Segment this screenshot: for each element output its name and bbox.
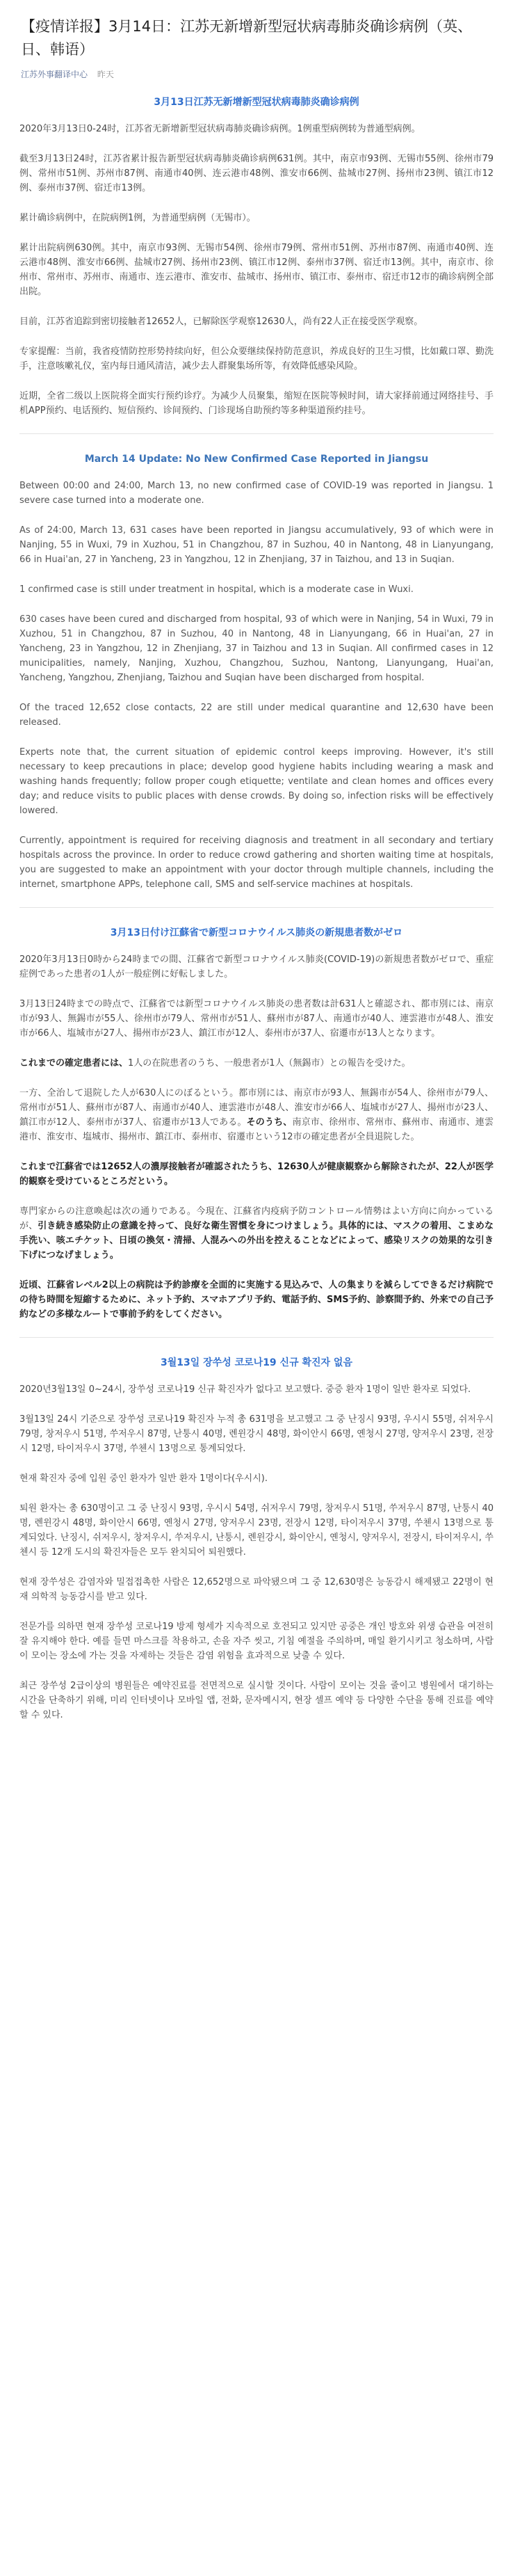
paragraph: 현재 장쑤성은 감염자와 밀접접촉한 사람은 12,652명으로 파악됐으며 그 중 12,630명은 능동감시 해제됐고 22명이 현재 의학적 능동감시를 받고 있다.: [19, 1577, 494, 1602]
section-heading-english: March 14 Update: No New Confirmed Case Reported in Jiangsu: [84, 454, 429, 465]
emphasis-text: そのうち、: [246, 1117, 293, 1128]
article-title: 【疫情详报】3月14日：江苏无新增新型冠状病毒肺炎确诊病例（英、日、韩语）: [21, 18, 473, 58]
section-chinese: [19, 95, 494, 418]
paragraph-text: 1人の在院患者のうち、一般患者が1人（無錫市）: [128, 1058, 329, 1069]
divider: [19, 1337, 494, 1338]
paragraph: 3월13일 24시 기준으로 장쑤성 코로나19 확진자 누적 총 631명을 보고했고 그 중 난징시 93명, 우시시 55명, 쉬저우시 79명, 창저우시 51명, 쑤저우시 87명, 난퉁시 40명, 롄윈강시 48명, 화이안시 66명, 옌청시 27명, 양저우시 23명, 전장시 12명, 타이저우시 37명, 쑤첸시 13명으로 통계되었다.: [19, 1414, 494, 1454]
paragraph-text: 南京市、徐州市、常州市、蘇州市、南通市、連雲港市、淮安市、塩城市、揚州市、鎮江市、泰州市、宿遷市という12市の確定患者が全員退院した。: [19, 1117, 494, 1142]
paragraph: Currently, appointment is required for receiving diagnosis and treatment in all secondary and tertiary hospitals across the province. In order to reduce crowd gathering and shorten waiting time at hospitals, you are suggested to make an appointment with your doctor through multiple channels, including the internet, smartphone APPs, telephone call, SMS and self-service machines at hospitals.: [19, 835, 494, 890]
section-english: [19, 452, 494, 892]
paragraph-text: との報告を受けた。: [329, 1058, 411, 1069]
paragraph: 최근 장쑤성 2급이상의 병원들은 예약진료를 전면적으로 실시할 것이다. 사람이 모이는 것을 줄이고 병원에서 대기하는 시간을 단축하기 위해, 미리 인터넷이나 모바일 앱, 전화, 문자메시지, 현장 셀프 예약 등 다양한 수단을 통해 진료를 예약할 수 있다.: [19, 1681, 494, 1720]
paragraph: 专家提醒：当前，我省疫情防控形势持续向好，但公众要继续保持防范意识，养成良好的卫生习惯，比如戴口罩、勤洗手，注意咳嗽礼仪，室内每日通风清洁，减少去人群聚集场所等，有效降低感染风险。: [19, 346, 494, 371]
account-name-link[interactable]: 江苏外事翻译中心: [21, 70, 88, 79]
paragraph: [19, 1160, 494, 1189]
paragraph: Between 00:00 and 24:00, March 13, no new confirmed case of COVID-19 was reported in Jiangsu. 1 severe case turned into a moderate one.: [19, 481, 494, 506]
section-japanese: [19, 926, 494, 1322]
paragraph: 近期，全省二级以上医院将全面实行预约诊疗。为减少人员聚集，缩短在医院等候时间，请大家择前通过网络挂号、手机APP预约、电话预约、短信预约、诊间预约、门诊现场自助预约等多种渠道预约挂号。: [19, 391, 494, 416]
divider: [19, 907, 494, 908]
emphasis-text: 近頃、江蘇省レベル2以上の病院は予約診療を全面的に実施する見込みで、人の集まりを減らしてできるだけ病院での待ち時間を短縮するために、ネット予約、スマホアプリ予約、電話予約、SMS予約、診察間予約、外来での自己予約などの多様なルートで事前予約をしてください。: [19, 1280, 494, 1320]
paragraph-text: 一方、全治して退院した人が630人にのぼるという。都市別には、南京市が93人、無錫市が54人、徐州市が79人、常州市が51人、蘇州市が87人、南通市が40人、連雲港市が48人、淮安市が66人、塩城市が27人、揚州市が23人、鎮江市が12人、泰州市が37人、宿遷市が13人である。: [19, 1088, 494, 1128]
paragraph: 截至3月13日24时，江苏省累计报告新型冠状病毒肺炎确诊病例631例。其中，南京市93例、无锡市55例、徐州市79例、常州市51例、苏州市87例、南通市40例、连云港市48例、淮安市66例、盐城市27例、扬州市23例、镇江市12例、泰州市37例、宿迁市13例。: [19, 154, 494, 193]
paragraph: 累计确诊病例中，在院病例1例，为普通型病例（无锡市）。: [19, 213, 256, 223]
paragraph: [19, 1056, 494, 1071]
paragraph: [19, 1204, 494, 1263]
paragraph: 2020年3月13日0-24时，江苏省无新增新型冠状病毒肺炎确诊病例。1例重型病例转为普通型病例。: [19, 124, 421, 134]
emphasis-text: 引き続き感染防止の意識を持って、良好な衛生習慣を身につけましょう。具体的には、マスクの着用、こまめな手洗い、咳エチケット、日頃の換気・清掃、人混みへの外出を控えることなどによって、感染リスクの効果的な引き下げにつなげましょう。: [19, 1221, 494, 1261]
paragraph: [19, 1278, 494, 1322]
section-heading-korean: 3월13일 장쑤성 코로나19 신규 확진자 없음: [161, 1357, 352, 1368]
paragraph: Of the traced 12,652 close contacts, 22 are still under medical quarantine and 12,630 have been released.: [19, 703, 494, 728]
section-korean: [19, 1356, 494, 1722]
paragraph: 630 cases have been cured and discharged from hospital, 93 of which were in Nanjing, 54 in Wuxi, 79 in Xuzhou, 51 in Changzhou, 87 in Suzhou, 40 in Nantong, 48 in Lianyungang, 66 in Huai'an, 27 in Yancheng, 23 in Yangzhou, 12 in Zhenjiang, 37 in Taizhou and 13 in Suqian. All confirmed cases in 12 municipalities, namely, Nanjing, Xuzhou, Changzhou, Suzhou, Nantong, Lianyungang, Huai'an, Yancheng, Yangzhou, Zhenjiang, Taizhou and Suqian have been discharged from hospital.: [19, 614, 494, 683]
section-heading-japanese: 3月13日付け江蘇省で新型コロナウイルス肺炎の新規患者数がゼロ: [110, 927, 403, 938]
paragraph: 전문가를 의하면 현재 장쑤성 코로나19 방제 형세가 지속적으로 호전되고 있지만 공중은 개인 방호와 위생 습관을 여전히 잘 유지해야 한다. 예를 들면 마스크를 착용하고, 손을 자주 씻고, 기침 예절을 주의하며, 매일 환기시키고 청소하며, 사람이 모이는 장소에 가는 것을 자제하는 것들은 감염 위험을 효과적으로 낮출 수 있다.: [19, 1622, 494, 1661]
paragraph: Experts note that, the current situation of epidemic control keeps improving. However, it's still necessary to keep precautions in place; develop good hygiene habits including wearing a mask and washing hands frequently; follow proper cough etiquette; ventilate and clean homes and offices every day; and reduce visits to public places with dense crowds. By doing so, infection risks will be effectively lowered.: [19, 747, 494, 816]
emphasis-text: これまでの確定患者には、: [19, 1058, 129, 1069]
publish-time: 昨天: [97, 70, 114, 79]
section-heading-chinese: 3月13日江苏无新增新型冠状病毒肺炎确诊病例: [154, 97, 359, 108]
paragraph: 2020年3月13日0時から24時までの間、江蘇省で新型コロナウイルス肺炎(COVID-19)の新規患者数がゼロで、重症症例であった患者の1人が一般症例に好転しました。: [19, 954, 494, 979]
paragraph: 2020년3월13일 0~24시, 장쑤성 코로나19 신규 확진자가 없다고 보고했다. 중증 환자 1명이 일반 환자로 되었다.: [19, 1384, 471, 1395]
paragraph: 퇴원 환자는 총 630명이고 그 중 난징시 93명, 우시시 54명, 쉬저우시 79명, 창저우시 51명, 쑤저우시 87명, 난퉁시 40명, 롄윈강시 48명, 화이안시 66명, 옌청시 27명, 양저우시 23명, 전장시 12명, 타이저우시 37명, 쑤첸시 13명으로 통계되었다. 난징시, 쉬저우시, 창저우시, 쑤저우시, 난퉁시, 롄윈강시, 화이안시, 옌청시, 양저우시, 전장시, 타이저우시, 쑤첸시 등 12개 도시의 확진자들은 모두 완치되어 퇴원했다.: [19, 1503, 494, 1558]
divider: [19, 433, 494, 434]
paragraph: 1 confirmed case is still under treatment in hospital, which is a moderate case in Wuxi.: [19, 584, 414, 595]
paragraph: 目前，江苏省追踪到密切接触者12652人，已解除医学观察12630人，尚有22人正在接受医学观察。: [19, 317, 423, 327]
paragraph: 累计出院病例630例。其中，南京市93例、无锡市54例、徐州市79例、常州市51例、苏州市87例、南通市40例、连云港市48例、淮安市66例、盐城市27例、扬州市23例、镇江市12例、泰州市37例、宿迁市13例。其中，南京市、徐州市、常州市、苏州市、南通市、连云港市、淮安市、盐城市、扬州市、镇江市、泰州市、宿迁市12市的确诊病例全部出院。: [19, 243, 494, 297]
paragraph: 현재 확진자 중에 입원 중인 환자가 일반 환자 1명이다(우시시).: [19, 1473, 268, 1484]
emphasis-text: これまで江蘇省では12652人の濃厚接触者が確認されたうち、12630人が健康観察から解除されたが、22人が医学的観察を受けているところだという。: [19, 1162, 494, 1187]
paragraph: 3月13日24時までの時点で、江蘇省では新型コロナウイルス肺炎の患者数は計631人と確認され、都市別には、南京市が93人、無錫市が55人、徐州市が79人、常州市が51人、蘇州市が87人、南通市が40人、連雲港市が48人、淮安市が66人、塩城市が27人、揚州市が23人、鎮江市が12人、泰州市が37人、宿遷市が13人となります。: [19, 999, 494, 1039]
paragraph: As of 24:00, March 13, 631 cases have been reported in Jiangsu accumulatively, 93 of which were in Nanjing, 55 in Wuxi, 79 in Xuzhou, 51 in Changzhou, 87 in Suzhou, 40 in Nantong, 48 in Lianyungang, 66 in Huai'an, 27 in Yancheng, 23 in Yangzhou, 12 in Zhenjiang, 37 in Taizhou, and 13 in Suqian.: [19, 525, 494, 565]
paragraph: [19, 1086, 494, 1144]
article-meta: [21, 68, 494, 80]
paragraph-text: 専門家からの注意喚起は次の通りである。今現在、江蘇省内疫病予防コントロール情勢はよい方向に向かっているが、: [19, 1206, 494, 1231]
